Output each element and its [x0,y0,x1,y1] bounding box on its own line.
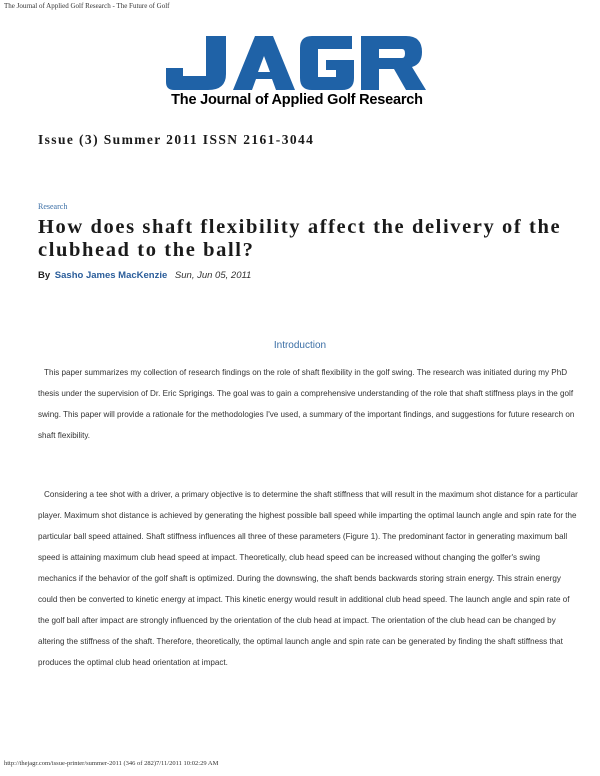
jagr-logo-letters [166,34,428,92]
category-link[interactable]: Research [38,202,68,211]
by-label: By [38,270,51,281]
issue-line: Issue (3) Summer 2011 ISSN 2161-3044 [38,132,315,147]
article-title: How does shaft flexibility affect the delivery of the clubhead to the ball? [38,216,562,261]
section-heading: Introduction [273,340,327,351]
paragraph-tee-shot: Considering a tee shot with a driver, a primary objective is to determine the shaft stiffness that will result in the maximum shot distance for a particular player. Maximum shot distance is achieved by generating the highest possible ball speed while imparting the optimal launch angle and spin rate for the particular ball speed attained. Shaft stiffness influences all three of these parameters (Figure 1). The predominant factor in generating maximum ball speed is attaining maximum club head speed at impact. Theoretically, club head speed can be increased without changing the golfer's swing mechanics if the behavior of the golf shaft is optimized. During the downswing, the shaft bends backwards storing strain energy. This strain energy could then be converted to kinetic energy at impact. This kinetic energy would result in additional club head speed. The launch angle and spin rate of the golf ball after impact are strongly influenced by the orientation of the club head at impact. The orientation of the club head can be changed by altering the stiffness of the shaft. Therefore, theoretically, the optimal launch angle and spin rate can be generated by finding the shaft stiffness that produces the optimal club head orientation at impact. [38,490,578,667]
byline [38,270,251,281]
logo-subtitle: The Journal of Applied Golf Research [171,92,423,108]
paragraph-intro: This paper summarizes my collection of research findings on the role of shaft flexibility in the golf swing. The research was initiated during my PhD thesis under the supervision of Dr. Eric Sprigings. The goal was to gain a comprehensive understanding of the role that shaft stiffness plays in the golf swing. This paper will provide a rationale for the methodologies I've used, a summary of the important findings, and suggestions for future research on shaft flexibility. [38,368,575,440]
browser-header: The Journal of Applied Golf Research - The Future of Golf [4,2,170,10]
author-link[interactable]: Sasho James MacKenzie [54,270,168,281]
page-footer: http://thejagr.com/issue-printer/summer-2011 (346 of 282)7/11/2011 10:02:29 AM [4,760,219,767]
publish-date: Sun, Jun 05, 2011 [174,270,252,281]
jagr-logo [166,34,428,114]
